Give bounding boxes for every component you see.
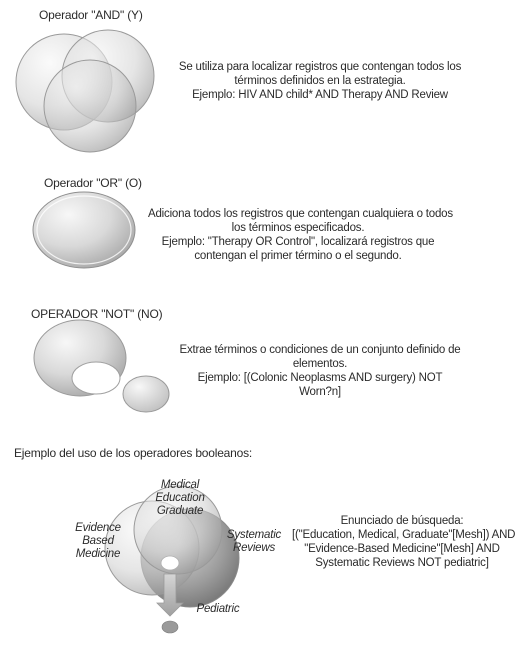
example-pediatric-hole [161,556,179,570]
search-statement [292,514,516,570]
search-statement-line: [("Education, Medical, Graduate"[Mesh]) AND [292,529,516,541]
label-evidence-line: Evidence [75,522,121,534]
not-diagram [34,320,169,412]
label-pediatric: Pediatric [196,603,240,615]
or-description-line: Adiciona todos los registros que contengan cualquiera o todos [148,208,453,220]
label-medical-education-graduate [150,479,210,518]
and-description-line: Ejemplo: HIV AND child* AND Therapy AND Review [192,89,448,101]
label-systematic-line: Systematic [226,529,282,541]
or-description-line: los términos especificados. [231,222,365,234]
or-operator-description [148,207,453,263]
label-evidence-line: Medicine [75,548,121,560]
and-operator-title: Operador "AND" (Y) [39,8,143,22]
and-description-line: Se utiliza para localizar registros que contengan todos los [178,61,462,73]
not-description-line: Ejemplo: [(Colonic Neoplasms AND surgery) NOT [197,372,443,384]
or-circle-outer [33,192,135,268]
label-evidence-based-medicine [68,522,128,561]
example-heading: Ejemplo del uso de los operadores booleanos: [14,446,253,460]
not-circle-small [123,376,169,412]
or-description-line: Ejemplo: "Therapy OR Control", localizará registros que [161,236,435,248]
and-description-line: términos definidos en la estrategia. [234,75,406,87]
not-description-line: Extrae términos o condiciones de un conjunto definido de [179,344,461,356]
and-operator-description [170,60,470,102]
or-circle-diagram [33,192,135,268]
search-statement-line: "Evidence-Based Medicine"[Mesh] AND [304,543,500,555]
label-medical-line: Graduate [156,505,204,517]
label-systematic-reviews [224,529,284,555]
not-operator-description [170,343,470,399]
search-statement-line: Systematic Reviews NOT pediatric] [315,557,489,569]
search-statement-line: Enunciado de búsqueda: [340,515,464,527]
or-operator-title: Operador "OR" (O) [44,176,142,190]
label-medical-line: Education [155,492,205,504]
not-excluded-hole [72,362,120,394]
not-description-line: Worn?n] [299,386,341,398]
not-description-line: elementos. [292,358,348,370]
and-venn-diagram [16,30,154,152]
or-description-line: contengan el primer término o el segundo. [194,250,402,262]
example-pediatric-dot [162,621,178,633]
not-operator-title: OPERADOR "NOT" (NO) [31,307,163,321]
label-systematic-line: Reviews [232,542,276,554]
label-evidence-line: Based [82,535,114,547]
label-medical-line: Medical [160,479,200,491]
and-circle-bottom [44,60,136,152]
